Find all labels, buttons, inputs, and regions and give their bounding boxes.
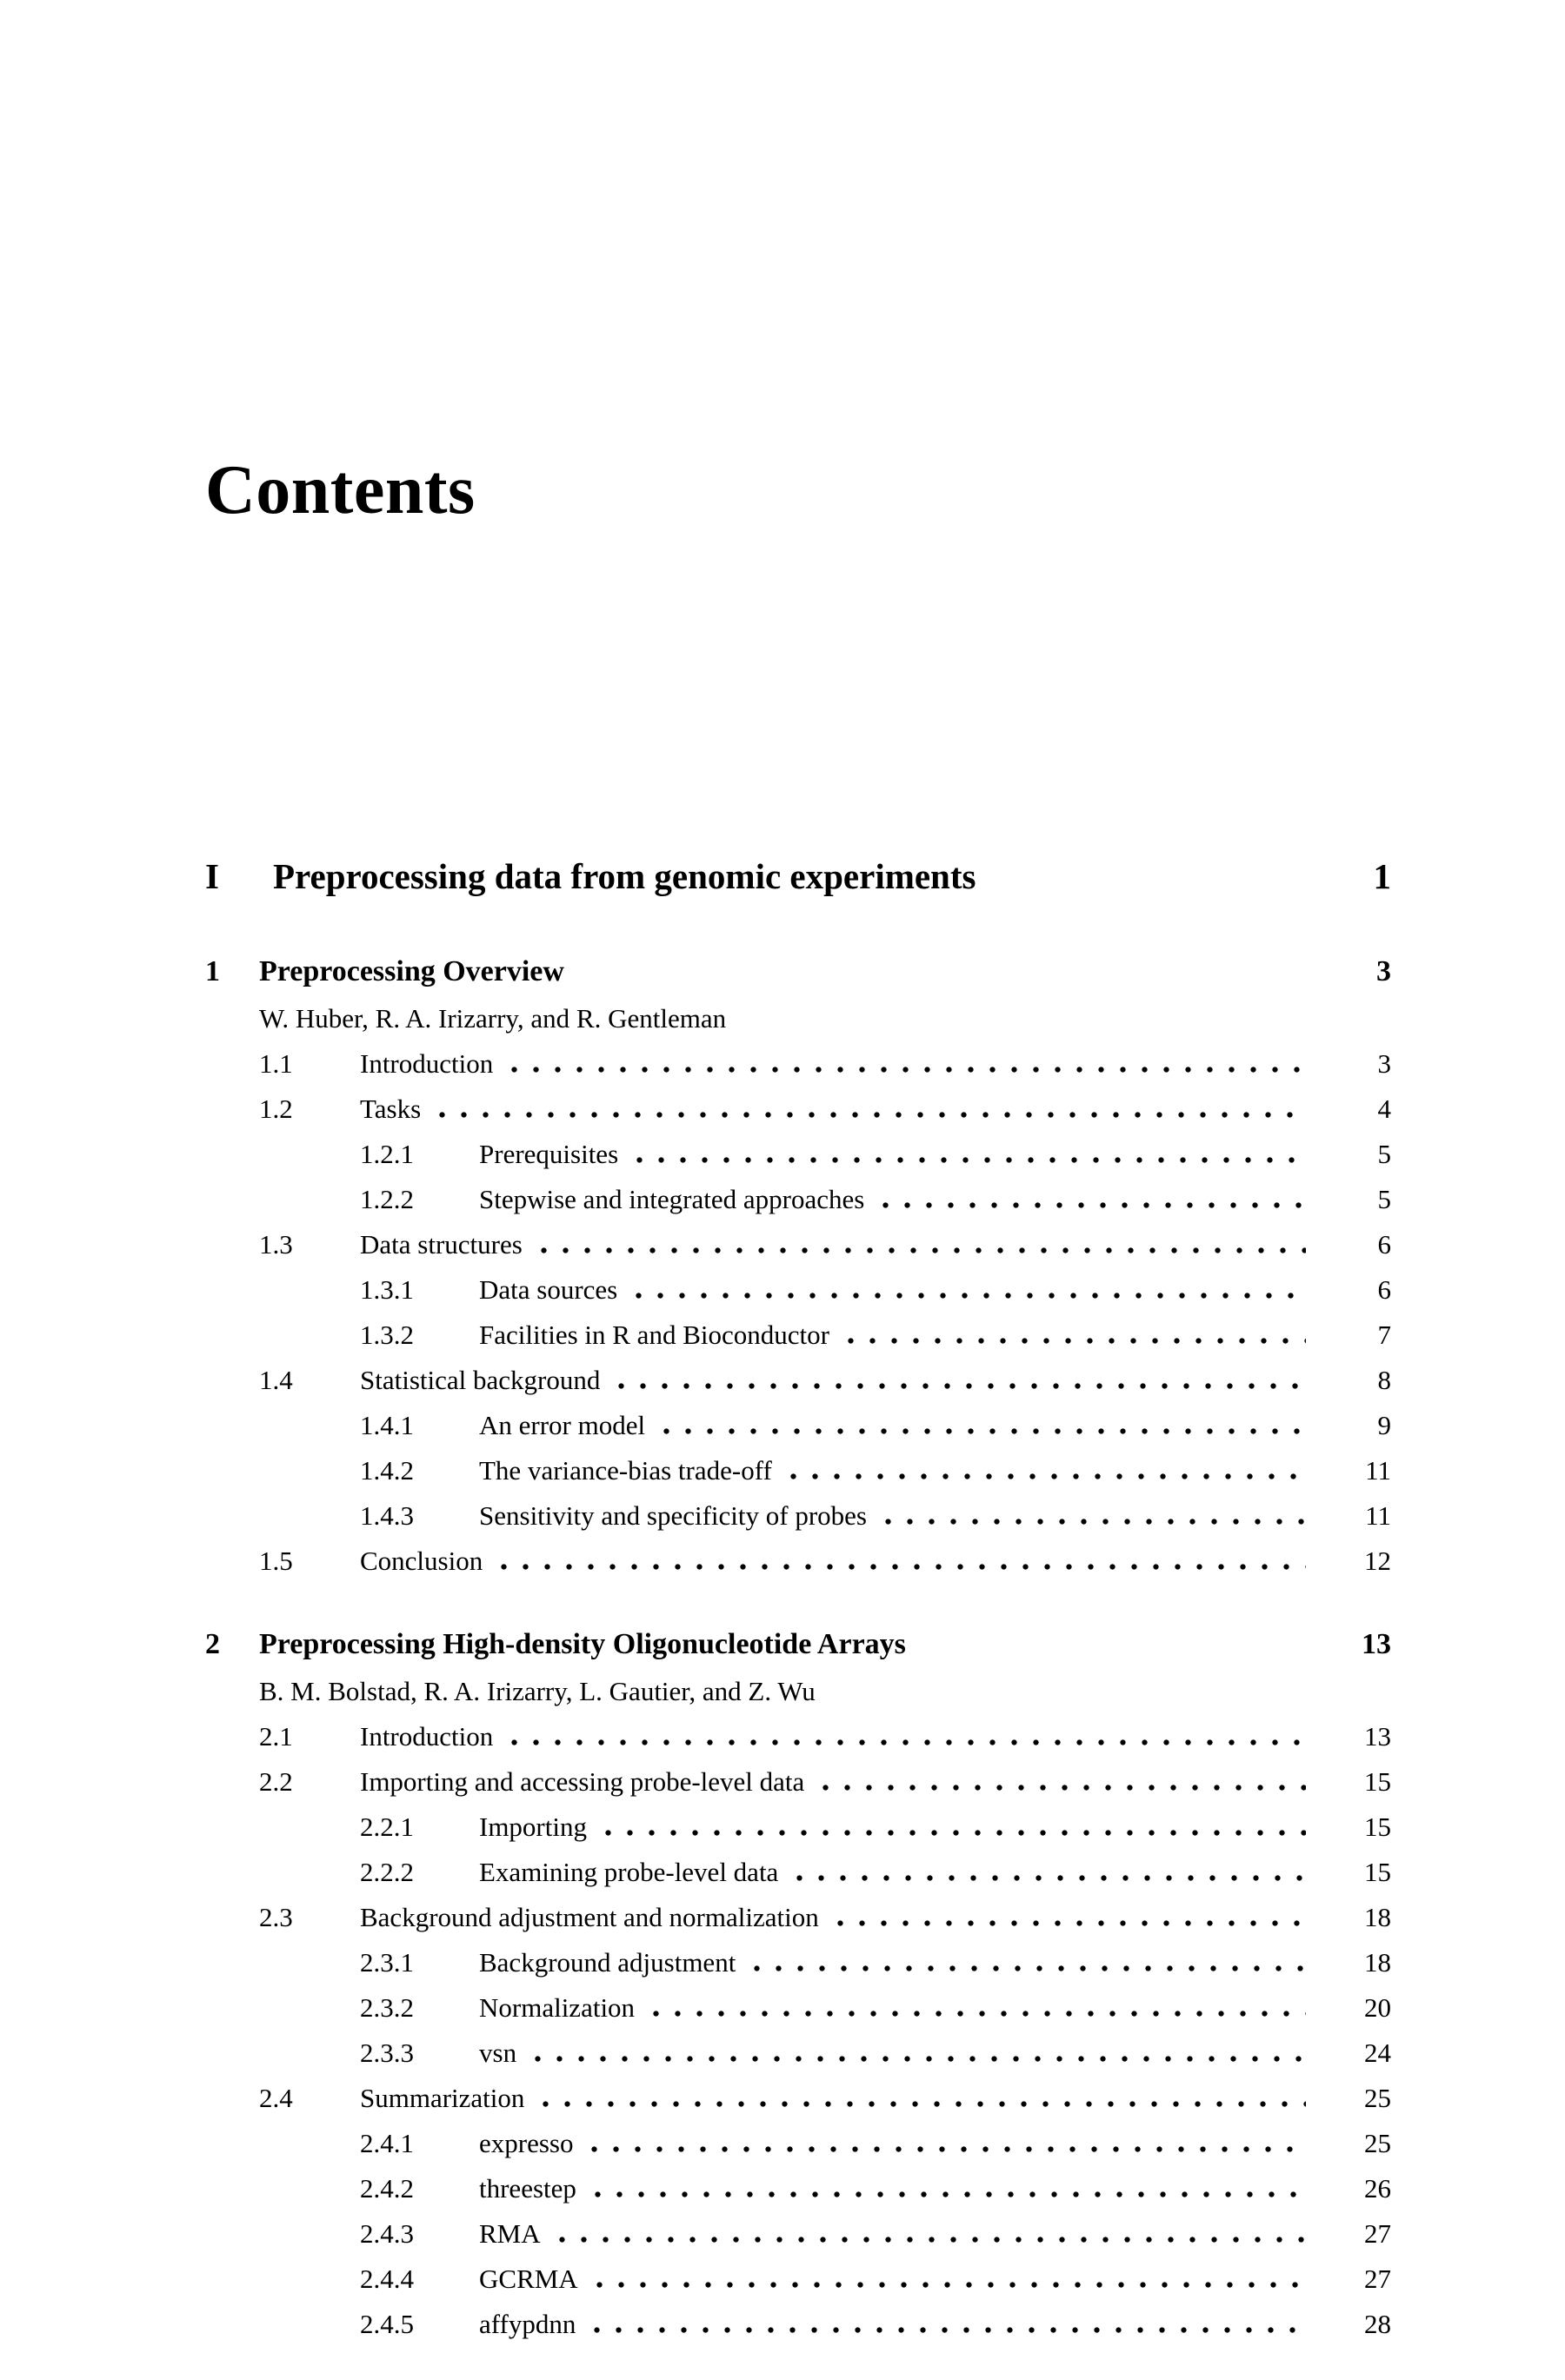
entry-page-number: 27 — [1364, 2217, 1391, 2249]
dot-leader — [493, 1564, 1306, 1570]
entry-number: 2.3.1 — [360, 1946, 414, 1978]
dot-leader — [629, 1157, 1306, 1163]
dot-leader — [589, 2282, 1306, 2288]
entry-title: Importing and accessing probe-level data — [360, 1765, 805, 1797]
entry-page-number: 15 — [1364, 1811, 1391, 1842]
entry-title: affypdnn — [479, 2308, 576, 2339]
toc-entry — [205, 1714, 1391, 1759]
entry-page-number: 11 — [1365, 1454, 1391, 1486]
entry-number: 2.3.2 — [360, 1991, 414, 2023]
entry-number: 1.2.2 — [360, 1183, 414, 1214]
entry-number: 2.3.3 — [360, 2037, 414, 2068]
entry-number: 1.2 — [259, 1093, 293, 1124]
toc-entry — [205, 2031, 1391, 2076]
entry-title: Statistical background — [360, 1364, 601, 1395]
entry-title: Tasks — [360, 1093, 422, 1124]
chapter-number: 1 — [205, 954, 220, 987]
entry-page-number: 24 — [1364, 2037, 1391, 2068]
entry-title: threestep — [479, 2172, 576, 2204]
dot-leader — [875, 1202, 1306, 1208]
entry-number: 1.2.1 — [360, 1138, 414, 1169]
entry-title: Examining probe-level data — [479, 1856, 779, 1887]
entry-title: Stepwise and integrated approaches — [479, 1183, 865, 1214]
chapter-page-number: 13 — [1362, 1627, 1391, 1660]
entry-title: An error model — [479, 1409, 646, 1440]
entry-page-number: 13 — [1364, 1720, 1391, 1752]
chapter-heading — [205, 1620, 1391, 1669]
entry-title: Data structures — [360, 1228, 523, 1260]
chapter-block — [205, 1620, 1391, 2347]
dot-leader — [587, 2191, 1306, 2197]
toc-entry — [205, 1539, 1391, 1584]
entry-number: 2.2 — [259, 1765, 293, 1797]
chapter-number: 2 — [205, 1627, 220, 1660]
toc-entry — [205, 1805, 1391, 1850]
dot-leader — [533, 1247, 1306, 1253]
contents-page — [205, 0, 1391, 2347]
toc-entry — [205, 1985, 1391, 2031]
toc-entry — [205, 2302, 1391, 2347]
entry-title: Sensitivity and specificity of probes — [479, 1499, 867, 1531]
entry-number: 1.4.3 — [360, 1499, 414, 1531]
chapter-authors: W. Huber, R. A. Irizarry, and R. Gentleman — [259, 1002, 727, 1034]
dot-leader — [656, 1428, 1306, 1434]
entry-number: 2.4.5 — [360, 2308, 414, 2339]
entry-page-number: 3 — [1377, 1047, 1391, 1079]
entry-number: 1.4 — [259, 1364, 293, 1395]
entry-page-number: 6 — [1377, 1273, 1391, 1305]
page-title: Contents — [205, 451, 476, 529]
entry-number: 2.4.2 — [360, 2172, 414, 2204]
entry-title: Facilities in R and Bioconductor — [479, 1319, 829, 1350]
entry-page-number: 26 — [1364, 2172, 1391, 2204]
entry-number: 2.3 — [259, 1901, 293, 1932]
toc-entry — [205, 1895, 1391, 1940]
entry-title: Introduction — [360, 1047, 494, 1079]
entry-title: Summarization — [360, 2082, 525, 2113]
toc-entry — [205, 2211, 1391, 2257]
chapter-page-number: 3 — [1376, 954, 1391, 987]
entry-page-number: 6 — [1377, 1228, 1391, 1260]
dot-leader — [535, 2101, 1306, 2107]
toc-entry — [205, 2076, 1391, 2121]
entry-number: 2.2.1 — [360, 1811, 414, 1842]
entry-page-number: 5 — [1377, 1183, 1391, 1214]
toc-entry — [205, 1177, 1391, 1222]
entry-title: RMA — [479, 2217, 541, 2249]
entry-page-number: 27 — [1364, 2263, 1391, 2294]
toc-entry — [205, 2121, 1391, 2166]
entry-title: vsn — [479, 2037, 517, 2068]
chapter-title: Preprocessing High-density Oligonucleotide Arrays — [259, 1627, 906, 1660]
chapter-title: Preprocessing Overview — [259, 954, 564, 987]
entry-title: The variance-bias trade-off — [479, 1454, 772, 1486]
chapter-heading — [205, 947, 1391, 996]
part-title: Preprocessing data from genomic experiments — [273, 855, 976, 896]
entry-number: 2.4.3 — [360, 2217, 414, 2249]
toc-entry — [205, 1358, 1391, 1403]
dot-leader — [840, 1338, 1306, 1344]
entry-title: Data sources — [479, 1273, 618, 1305]
entry-page-number: 15 — [1364, 1856, 1391, 1887]
toc-entry — [205, 1759, 1391, 1805]
toc-entry — [205, 1313, 1391, 1358]
toc-entry — [205, 1850, 1391, 1895]
toc-entry — [205, 1132, 1391, 1177]
part-heading — [205, 855, 1391, 897]
dot-leader — [746, 1965, 1306, 1971]
entry-page-number: 18 — [1364, 1946, 1391, 1978]
dot-leader — [431, 1112, 1306, 1118]
entry-title: GCRMA — [479, 2263, 578, 2294]
entry-number: 1.3.2 — [360, 1319, 414, 1350]
dot-leader — [503, 1067, 1306, 1073]
part-page-number: 1 — [1373, 855, 1391, 896]
entry-page-number: 8 — [1377, 1364, 1391, 1395]
dot-leader — [789, 1875, 1306, 1881]
toc-entry — [205, 1403, 1391, 1448]
dot-leader — [628, 1293, 1306, 1299]
entry-title: Introduction — [360, 1720, 494, 1752]
entry-number: 1.1 — [259, 1047, 293, 1079]
entry-page-number: 7 — [1377, 1319, 1391, 1350]
toc-entry — [205, 1087, 1391, 1132]
entry-page-number: 5 — [1377, 1138, 1391, 1169]
toc-entry — [205, 1267, 1391, 1313]
dot-leader — [527, 2056, 1306, 2062]
dot-leader — [782, 1473, 1306, 1479]
entry-title: Conclusion — [360, 1545, 483, 1576]
dot-leader — [645, 2011, 1306, 2017]
dot-leader — [551, 2237, 1306, 2243]
entry-title: Normalization — [479, 1991, 636, 2023]
table-of-contents — [205, 855, 1391, 2347]
entry-number: 2.2.2 — [360, 1856, 414, 1887]
entry-page-number: 25 — [1364, 2127, 1391, 2158]
dot-leader — [583, 2146, 1306, 2152]
entry-title: expresso — [479, 2127, 574, 2158]
dot-leader — [503, 1739, 1306, 1745]
entry-number: 1.3.1 — [360, 1273, 414, 1305]
entry-number: 2.4.1 — [360, 2127, 414, 2158]
entry-number: 1.3 — [259, 1228, 293, 1260]
dot-leader — [815, 1785, 1306, 1791]
entry-number: 1.4.2 — [360, 1454, 414, 1486]
entry-page-number: 12 — [1364, 1545, 1391, 1576]
chapter-block — [205, 947, 1391, 1584]
entry-number: 2.4.4 — [360, 2263, 414, 2294]
entry-page-number: 18 — [1364, 1901, 1391, 1932]
entry-page-number: 20 — [1364, 1991, 1391, 2023]
part-number: I — [205, 855, 219, 896]
dot-leader — [597, 1830, 1306, 1836]
toc-entry — [205, 1041, 1391, 1087]
entry-page-number: 9 — [1377, 1409, 1391, 1440]
dot-leader — [586, 2327, 1306, 2333]
entry-title: Importing — [479, 1811, 587, 1842]
entry-page-number: 28 — [1364, 2308, 1391, 2339]
dot-leader — [610, 1383, 1306, 1389]
entry-page-number: 15 — [1364, 1765, 1391, 1797]
entry-number: 1.4.1 — [360, 1409, 414, 1440]
toc-entry — [205, 1222, 1391, 1267]
entry-title: Background adjustment and normalization — [360, 1901, 819, 1932]
toc-entry — [205, 2257, 1391, 2302]
toc-entry — [205, 1940, 1391, 1985]
toc-entry — [205, 1493, 1391, 1539]
toc-entry — [205, 2166, 1391, 2211]
entry-number: 2.4 — [259, 2082, 293, 2113]
dot-leader — [829, 1920, 1306, 1926]
entry-number: 2.1 — [259, 1720, 293, 1752]
chapter-authors: B. M. Bolstad, R. A. Irizarry, L. Gautier, and Z. Wu — [259, 1675, 816, 1706]
entry-page-number: 4 — [1377, 1093, 1391, 1124]
entry-title: Prerequisites — [479, 1138, 619, 1169]
entry-page-number: 11 — [1365, 1499, 1391, 1531]
toc-entry — [205, 1448, 1391, 1493]
entry-title: Background adjustment — [479, 1946, 736, 1978]
entry-page-number: 25 — [1364, 2082, 1391, 2113]
entry-number: 1.5 — [259, 1545, 293, 1576]
dot-leader — [877, 1519, 1306, 1525]
